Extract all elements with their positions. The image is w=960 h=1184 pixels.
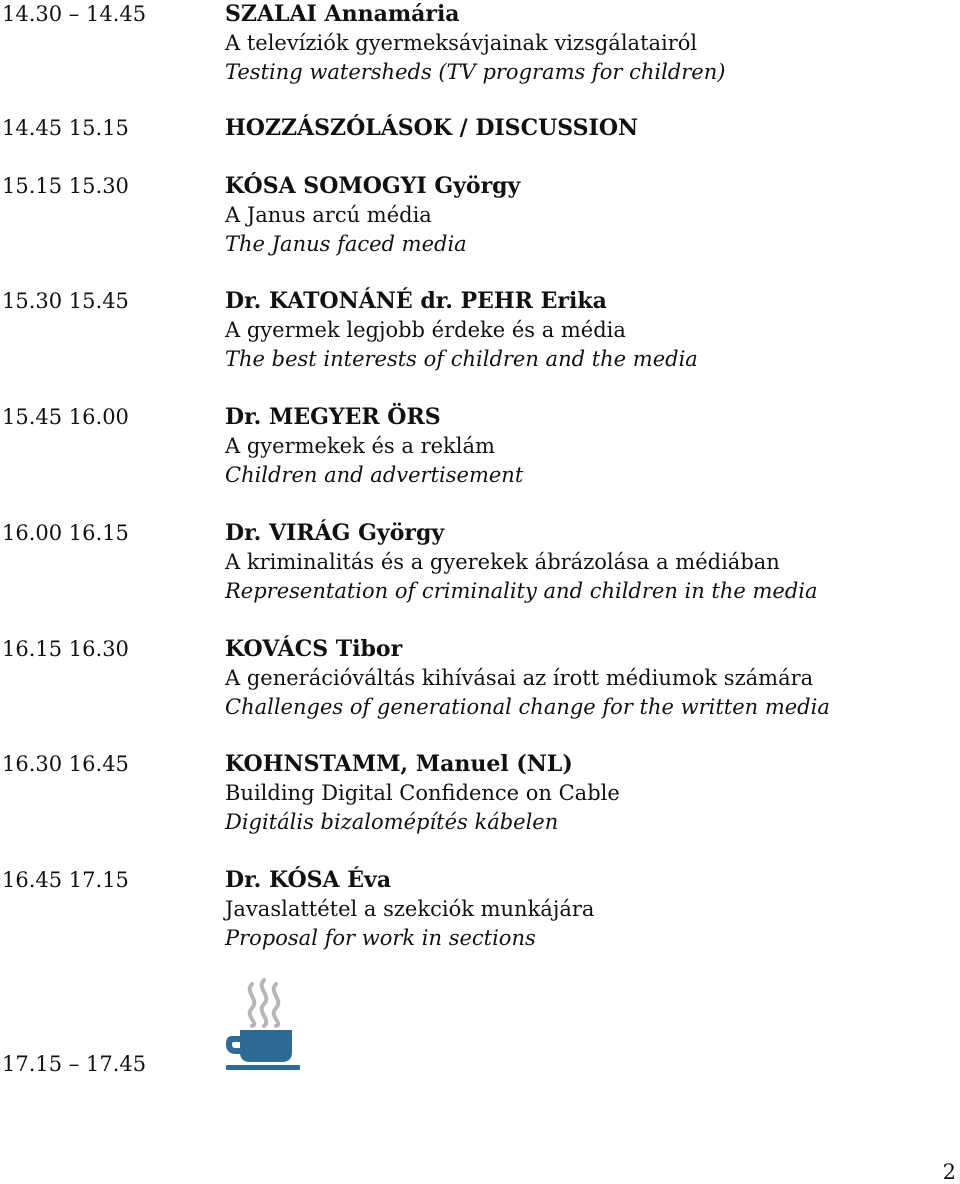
session-speaker: SZALAI Annamária <box>225 1 460 27</box>
session-time: 15.45 16.00 <box>2 405 129 429</box>
session-entry-1 <box>0 0 960 90</box>
session-speaker: KÓSA SOMOGYI György <box>225 173 521 199</box>
session-time: 14.45 15.15 <box>2 116 129 140</box>
session-title-hu: A televíziók gyermeksávjainak vizsgálatairól <box>225 31 698 55</box>
session-entry-6 <box>0 519 960 609</box>
session-speaker: Dr. KÓSA Éva <box>225 867 392 893</box>
session-title-en: Challenges of generational change for the written media <box>225 695 830 719</box>
session-block <box>225 114 638 143</box>
session-title-en: Representation of criminality and children in the media <box>225 579 818 603</box>
session-block <box>225 403 523 490</box>
session-entry-8 <box>0 750 960 840</box>
session-title-hu: A Janus arcú média <box>225 203 432 227</box>
session-title-en: Digitális bizalomépítés kábelen <box>225 810 559 834</box>
session-entry-5 <box>0 403 960 493</box>
session-entry-9 <box>0 866 960 956</box>
session-speaker: KOHNSTAMM, Manuel (NL) <box>225 751 573 777</box>
session-title-hu: A kriminalitás és a gyerekek ábrázolása a médiában <box>225 550 780 574</box>
session-time: 15.15 15.30 <box>2 174 129 198</box>
session-time: 14.30 – 14.45 <box>2 2 147 26</box>
session-speaker: Dr. MEGYER ÖRS <box>225 404 441 430</box>
session-block <box>225 866 594 953</box>
session-title-hu: A gyermekek és a reklám <box>225 434 495 458</box>
session-block <box>225 635 830 722</box>
session-title-en: The Janus faced media <box>225 232 467 256</box>
session-speaker: Dr. VIRÁG György <box>225 520 445 546</box>
coffee-cup-shape <box>226 1030 300 1070</box>
session-speaker: Dr. KATONÁNÉ dr. PEHR Erika <box>225 288 607 314</box>
session-speaker: HOZZÁSZÓLÁSOK / DISCUSSION <box>225 115 639 141</box>
session-block <box>225 287 698 374</box>
page-number: 2 <box>942 1160 956 1184</box>
session-title-en: Children and advertisement <box>225 463 524 487</box>
session-entry-3 <box>0 172 960 262</box>
session-title-en: Testing watersheds (TV programs for children) <box>225 60 726 84</box>
session-title-hu: A generációváltás kihívásai az írott médiumok számára <box>225 666 814 690</box>
session-title-hu: A gyermek legjobb érdeke és a média <box>225 318 626 342</box>
session-block <box>225 0 725 87</box>
session-time: 16.30 16.45 <box>2 752 129 776</box>
session-block <box>225 750 620 837</box>
session-entry-4 <box>0 287 960 377</box>
session-time: 16.45 17.15 <box>2 868 129 892</box>
session-time: 16.15 16.30 <box>2 637 129 661</box>
session-speaker: KOVÁCS Tibor <box>225 636 403 662</box>
session-title-en: The best interests of children and the media <box>225 347 698 371</box>
coffee-cup-icon <box>222 978 306 1076</box>
session-time: 15.30 15.45 <box>2 289 129 313</box>
session-block <box>225 519 818 606</box>
session-title-hu: Javaslattétel a szekciók munkájára <box>225 897 595 921</box>
session-title-hu: Building Digital Confidence on Cable <box>225 781 620 805</box>
session-entry-7 <box>0 635 960 725</box>
coffee-break-time: 17.15 – 17.45 <box>2 1052 147 1076</box>
session-time: 16.00 16.15 <box>2 521 129 545</box>
session-block <box>225 172 520 259</box>
session-title-en: Proposal for work in sections <box>225 926 536 950</box>
